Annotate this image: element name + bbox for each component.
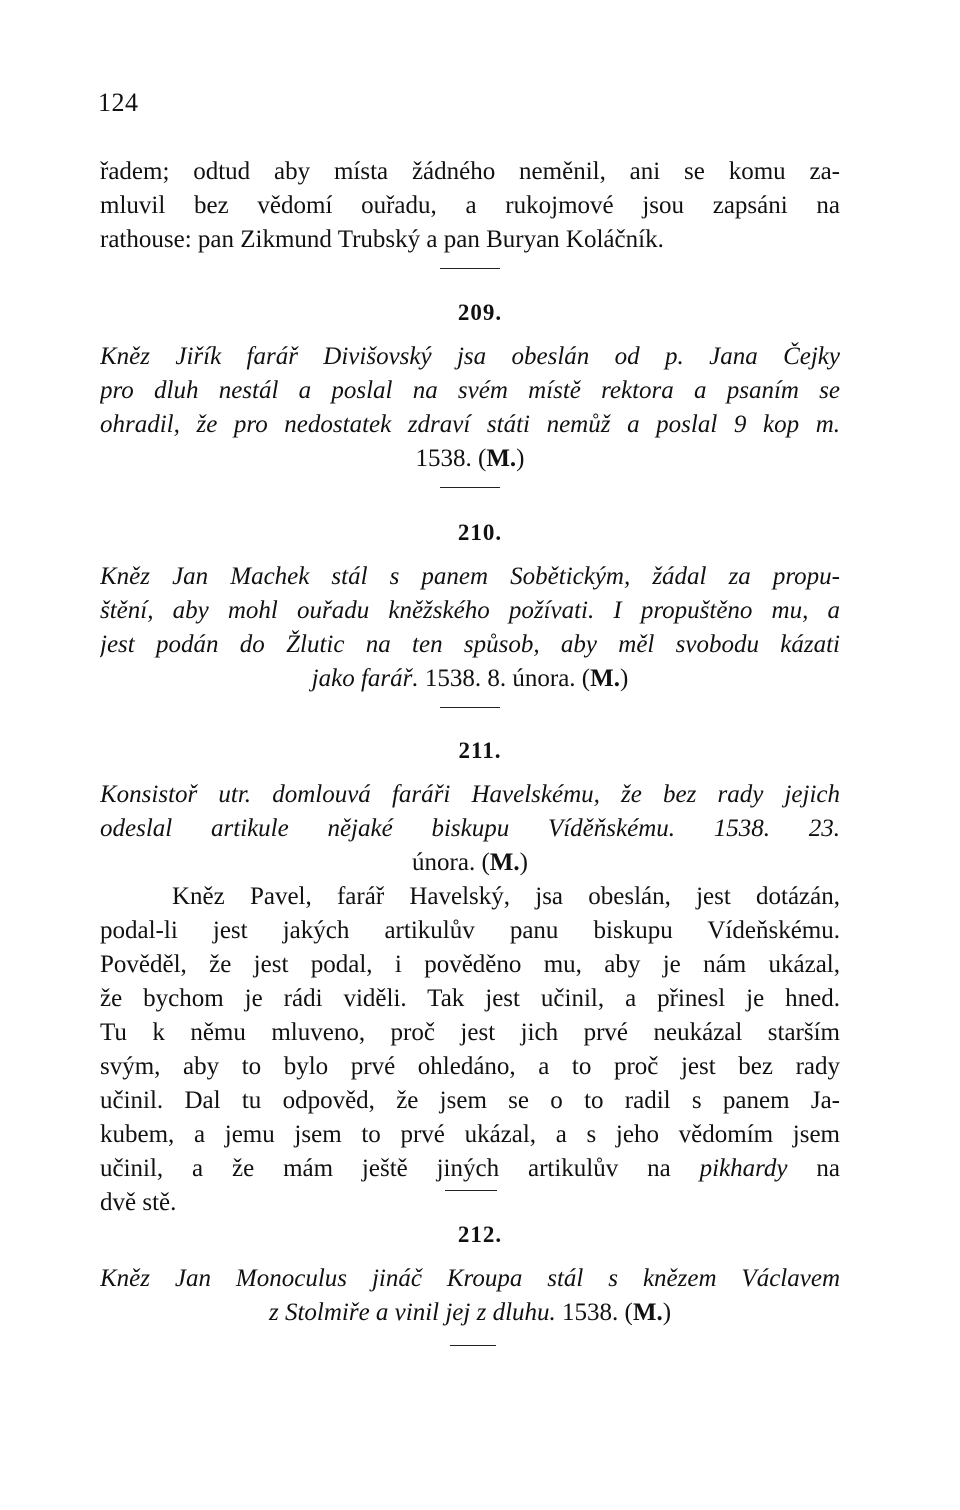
entry-211-body xyxy=(100,880,840,1220)
entry-date: 1538. 8. února. xyxy=(424,665,576,692)
page-number: 124 xyxy=(98,88,139,117)
source-mark: M. xyxy=(632,1299,663,1326)
text-line: rathouse: pan Zikmund Trubský a pan Buryan Koláčník. xyxy=(100,226,664,253)
text-line: kubem, a jemu jsem to prvé ukázal, a s jeho vědomím jsem xyxy=(100,1121,840,1148)
text-line: ohradil, že pro nedostatek zdraví státi nemůž a poslal 9 kop m. xyxy=(100,411,840,438)
text-line: jest podán do Žlutic na ten spůsob, aby měl svobodu kázati xyxy=(100,631,840,658)
text-line: učinil. Dal tu odpověd, že jsem se o to radil s panem Ja- xyxy=(100,1087,840,1114)
entry-last-line: z Stolmiře a vinil jej z dluhu. xyxy=(268,1299,556,1326)
text-line: dvě stě. xyxy=(100,1189,177,1216)
text-line: řadem; odtud aby místa žádného neměnil, ani se komu za- xyxy=(100,158,840,185)
text-line: štění, aby mohl ouřadu kněžského požívati. I propuštěno mu, a xyxy=(100,597,840,624)
text-line: Pověděl, že jest podal, i pověděno mu, aby je nám ukázal, xyxy=(100,951,840,978)
text-line: Kněz Jiřík farář Divišovský jsa obeslán od p. Jana Čejky xyxy=(100,343,840,370)
entry-date-line: února. (M.) xyxy=(412,849,528,876)
entry-number-212: 212. xyxy=(457,1222,503,1247)
entry-210-abstract xyxy=(100,560,840,696)
source-mark: M. xyxy=(489,849,520,876)
section-divider xyxy=(440,487,500,488)
intro-paragraph xyxy=(100,155,840,257)
entry-number-210: 210. xyxy=(457,520,503,545)
text-line: Kněz Jan Machek stál s panem Sobětickým, žádal za propu- xyxy=(100,563,840,590)
entry-number-209: 209. xyxy=(457,300,503,325)
entry-212-abstract xyxy=(100,1262,840,1330)
entry-date-line: jako farář. 1538. 8. února. (M.) xyxy=(311,665,629,692)
text-run: učinil, a že mám ještě jiných artikulův na xyxy=(100,1155,671,1182)
entry-number-211: 211. xyxy=(458,738,502,763)
source-mark: M. xyxy=(590,665,620,692)
section-divider xyxy=(450,1345,496,1346)
entry-date-line: z Stolmiře a vinil jej z dluhu. 1538. (M.) xyxy=(268,1299,672,1326)
text-line: odeslal artikule nějaké biskupu Víděňskému. 1538. 23. xyxy=(100,815,840,842)
text-line: pro dluh nestál a poslal na svém místě rektora a psaním se xyxy=(100,377,840,404)
emphasized-word: pikhardy xyxy=(699,1155,788,1182)
section-divider xyxy=(445,1190,497,1191)
text-line: Tu k němu mluveno, proč jest jich prvé neukázal starším xyxy=(100,1019,840,1046)
source-mark: M. xyxy=(486,445,517,472)
text-line: mluvil bez vědomí ouřadu, a rukojmové jsou zapsáni na xyxy=(100,192,840,219)
entry-date-line: 1538. (M.) xyxy=(415,445,525,472)
text-line: podal-li jest jakých artikulův panu biskupu Vídeňskému. xyxy=(100,917,840,944)
entry-last-line: jako farář. xyxy=(311,665,419,692)
section-divider xyxy=(440,268,500,269)
text-line: Konsistoř utr. domlouvá faráři Havelskému, že bez rady jejich xyxy=(100,781,840,808)
text-run: na xyxy=(816,1155,840,1182)
entry-209-abstract xyxy=(100,340,840,476)
entry-date: února. xyxy=(412,849,476,876)
section-divider xyxy=(440,707,500,708)
text-line xyxy=(100,1152,840,1186)
entry-date: 1538. xyxy=(562,1299,619,1326)
entry-date: 1538. xyxy=(415,445,472,472)
text-line: že bychom je rádi viděli. Tak jest učinil, a přinesl je hned. xyxy=(100,985,840,1012)
text-line: Kněz Jan Monoculus jináč Kroupa stál s knězem Václavem xyxy=(100,1265,840,1292)
text-line: Kněz Pavel, farář Havelský, jsa obeslán, jest dotázán, xyxy=(172,883,840,910)
entry-211-abstract xyxy=(100,778,840,880)
text-line: svým, aby to bylo prvé ohledáno, a to proč jest bez rady xyxy=(100,1053,840,1080)
